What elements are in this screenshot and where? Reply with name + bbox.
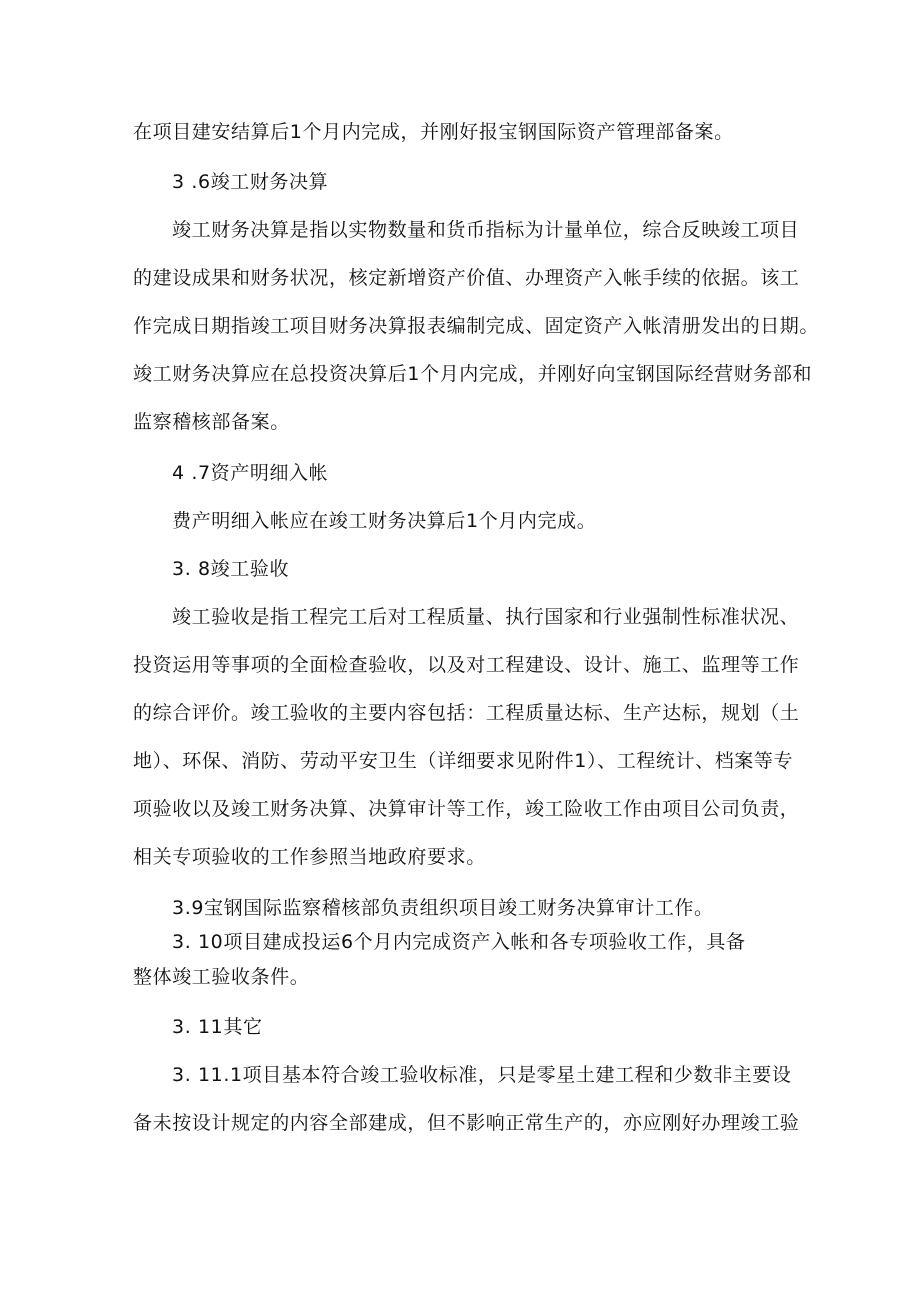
text-line-18: 3. 10项目建成投运6个月内完成资产入帐和各专项验收工作，具备 xyxy=(172,931,746,953)
section-heading-3-8: 3. 8竣工验收 xyxy=(172,558,290,580)
text-line-12: 投资运用等事项的全面检查验收，以及对工程建设、设计、施工、监理等工作 xyxy=(133,654,800,676)
text-line-9: 费产明细入帐应在竣工财务决算后1个月内完成。 xyxy=(172,510,597,532)
text-line-5: 作完成日期指竣工项目财务决算报表编制完成、固定资产入帐清册发出的日期。 xyxy=(133,315,820,337)
text-line-1: 在项目建安结算后1个月内完成，并刚好报宝钢国际资产管理部备案。 xyxy=(133,121,734,143)
text-line-19: 整体竣工验收条件。 xyxy=(133,966,310,988)
section-heading-3-6: 3 .6竣工财务决算 xyxy=(172,171,329,193)
text-line-14: 地）、环保、消防、劳动平安卫生（详细要求见附件1）、工程统计、档案等专 xyxy=(133,750,794,772)
text-line-4: 的建设成果和财务状况，核定新增资产价值、办理资产入帐手续的依据。该工 xyxy=(133,267,800,289)
section-heading-4-7: 4 .7资产明细入帐 xyxy=(172,462,329,484)
text-line-7: 监察稽核部备案。 xyxy=(133,411,290,433)
text-line-3: 竣工财务决算是指以实物数量和货币指标为计量单位，综合反映竣工项目 xyxy=(172,219,800,241)
text-line-16: 相关专项验收的工作参照当地政府要求。 xyxy=(133,846,486,868)
text-line-17: 3.9宝钢国际监察稽核部负责组织项目竣工财务决算审计工作。 xyxy=(172,897,714,919)
text-line-15: 项验收以及竣工财务决算、决算审计等工作，竣工险收工作由项目公司负责， xyxy=(133,798,800,820)
section-heading-3-11: 3. 11其它 xyxy=(172,1016,263,1038)
text-line-11: 竣工验收是指工程完工后对工程质量、执行国家和行业强制性标准状况、 xyxy=(172,606,800,628)
text-line-13: 的综合评价。竣工验收的主要内容包括：工程质量达标、生产达标，规划（土 xyxy=(133,702,800,724)
text-line-6: 竣工财务决算应在总投资决算后1个月内完成，并刚好向宝钢国际经营财务部和 xyxy=(133,363,813,385)
text-line-21: 3. 11.1项目基本符合竣工验收标准，只是零星土建工程和少数非主要设 xyxy=(172,1064,792,1086)
text-line-22: 备未按设计规定的内容全部建成，但不影响正常生产的，亦应刚好办理竣工验 xyxy=(133,1112,800,1134)
